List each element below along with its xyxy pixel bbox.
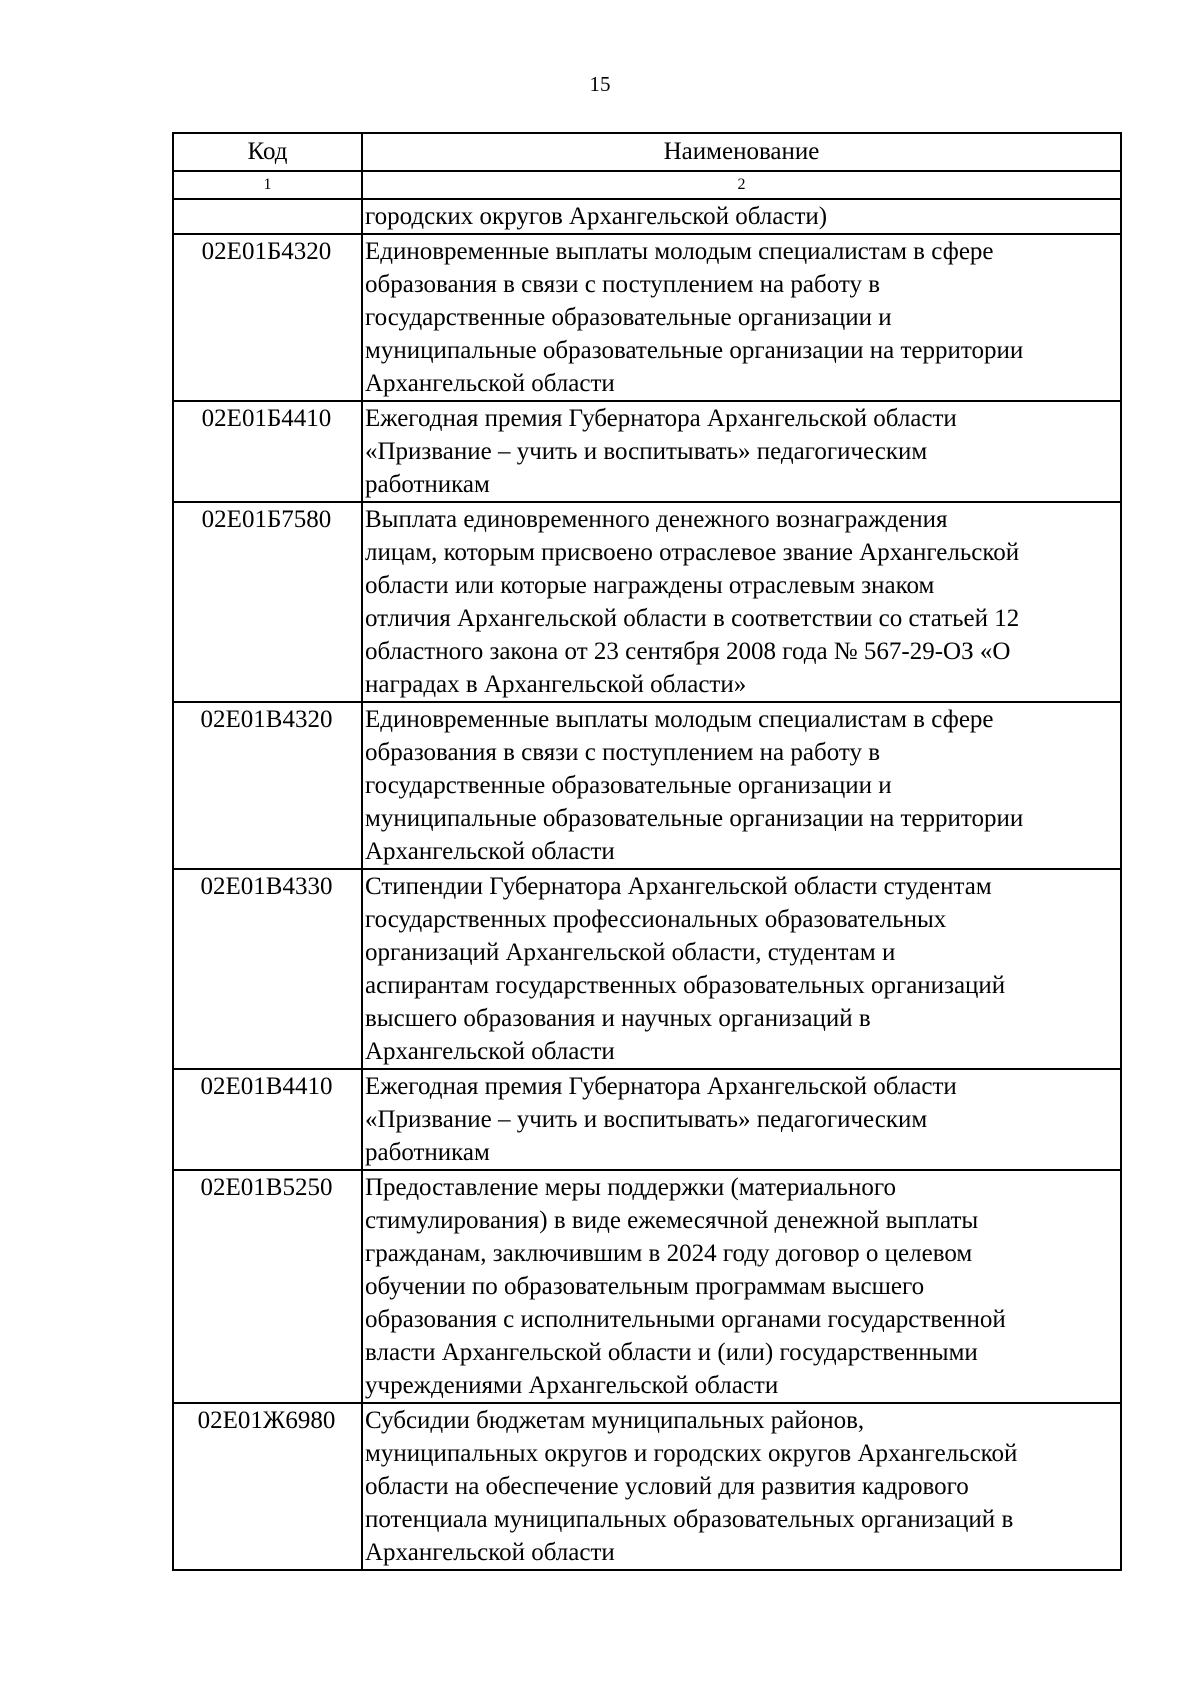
name-cell xyxy=(362,1069,1121,1170)
name-line: Архангельской области xyxy=(365,838,615,865)
table-row xyxy=(173,702,1121,869)
name-line: городских округов Архангельской области) xyxy=(365,203,828,230)
name-line: муниципальных округов и городских округов Архангельской xyxy=(365,1440,1018,1467)
code-cell: 02Е01Б7580 xyxy=(173,502,362,702)
budget-codes-table xyxy=(172,132,1122,1571)
name-line: Архангельской области xyxy=(365,1038,615,1065)
table-row xyxy=(173,1069,1121,1170)
table-row xyxy=(173,401,1121,502)
name-line: учреждениями Архангельской области xyxy=(365,1372,779,1399)
name-line: государственные образовательные организации и xyxy=(365,304,892,331)
name-cell xyxy=(362,199,1121,234)
code-cell xyxy=(173,199,362,234)
name-line: образования в связи с поступлением на работу в xyxy=(365,739,881,766)
table-body xyxy=(173,199,1121,1570)
name-line: Ежегодная премия Губернатора Архангельской области xyxy=(365,405,957,432)
name-line: наградах в Архангельской области» xyxy=(365,671,747,698)
code-cell: 02Е01В4410 xyxy=(173,1069,362,1170)
page-number: 15 xyxy=(589,72,611,96)
table-row xyxy=(173,502,1121,702)
name-line: работникам xyxy=(365,1139,490,1166)
name-line: потенциала муниципальных образовательных организаций в xyxy=(365,1506,1014,1533)
name-line: стимулирования) в виде ежемесячной денежной выплаты xyxy=(365,1207,979,1234)
name-line: обучении по образовательным программам высшего xyxy=(365,1273,925,1300)
name-cell xyxy=(362,502,1121,702)
name-cell xyxy=(362,869,1121,1069)
table-row xyxy=(173,234,1121,401)
name-line: высшего образования и научных организаций в xyxy=(365,1005,871,1032)
name-line: «Призвание – учить и воспитывать» педагогическим xyxy=(365,1106,928,1133)
name-line: государственные образовательные организации и xyxy=(365,772,892,799)
name-line: Архангельской области xyxy=(365,370,615,397)
column-number-code: 1 xyxy=(173,171,362,199)
name-line: области или которые награждены отраслевым знаком xyxy=(365,572,935,599)
table-header-row xyxy=(173,133,1121,171)
name-line: аспирантам государственных образовательных организаций xyxy=(365,972,1006,999)
code-cell: 02Е01В4320 xyxy=(173,702,362,869)
name-line: отличия Архангельской области в соответствии со статьей 12 xyxy=(365,605,1020,632)
code-cell: 02Е01Б4320 xyxy=(173,234,362,401)
name-cell xyxy=(362,1403,1121,1570)
code-cell: 02Е01В4330 xyxy=(173,869,362,1069)
column-number-row xyxy=(173,171,1121,199)
name-line: муниципальные образовательные организации на территории xyxy=(365,337,1024,364)
table-row xyxy=(173,199,1121,234)
header-name: Наименование xyxy=(362,133,1121,171)
header-code: Код xyxy=(173,133,362,171)
name-line: власти Архангельской области и (или) государственными xyxy=(365,1339,978,1366)
name-line: областного закона от 23 сентября 2008 года № 567-29-ОЗ «О xyxy=(365,638,1011,665)
name-line: образования в связи с поступлением на работу в xyxy=(365,271,881,298)
name-line: «Призвание – учить и воспитывать» педагогическим xyxy=(365,438,928,465)
name-cell xyxy=(362,702,1121,869)
name-cell xyxy=(362,1170,1121,1403)
name-line: лицам, которым присвоено отраслевое звание Архангельской xyxy=(365,539,1020,566)
name-line: Субсидии бюджетам муниципальных районов, xyxy=(365,1407,865,1434)
name-line: организаций Архангельской области, студентам и xyxy=(365,939,896,966)
name-line: Предоставление меры поддержки (материального xyxy=(365,1174,896,1201)
code-cell: 02Е01В5250 xyxy=(173,1170,362,1403)
name-cell xyxy=(362,401,1121,502)
name-line: Единовременные выплаты молодым специалистам в сфере xyxy=(365,706,994,733)
code-cell: 02Е01Ж6980 xyxy=(173,1403,362,1570)
name-line: Архангельской области xyxy=(365,1539,615,1566)
table-row xyxy=(173,869,1121,1069)
name-cell xyxy=(362,234,1121,401)
name-line: области на обеспечение условий для развития кадрового xyxy=(365,1473,969,1500)
table-row xyxy=(173,1403,1121,1570)
name-line: работникам xyxy=(365,471,490,498)
name-line: Стипендии Губернатора Архангельской области студентам xyxy=(365,873,992,900)
name-line: Единовременные выплаты молодым специалистам в сфере xyxy=(365,238,994,265)
column-number-name: 2 xyxy=(362,171,1121,199)
name-line: государственных профессиональных образовательных xyxy=(365,906,947,933)
name-line: образования с исполнительными органами государственной xyxy=(365,1306,1006,1333)
code-cell: 02Е01Б4410 xyxy=(173,401,362,502)
table-row xyxy=(173,1170,1121,1403)
name-line: муниципальные образовательные организации на территории xyxy=(365,805,1024,832)
name-line: Выплата единовременного денежного вознаграждения xyxy=(365,506,948,533)
name-line: Ежегодная премия Губернатора Архангельской области xyxy=(365,1073,957,1100)
name-line: гражданам, заключившим в 2024 году договор о целевом xyxy=(365,1240,973,1267)
